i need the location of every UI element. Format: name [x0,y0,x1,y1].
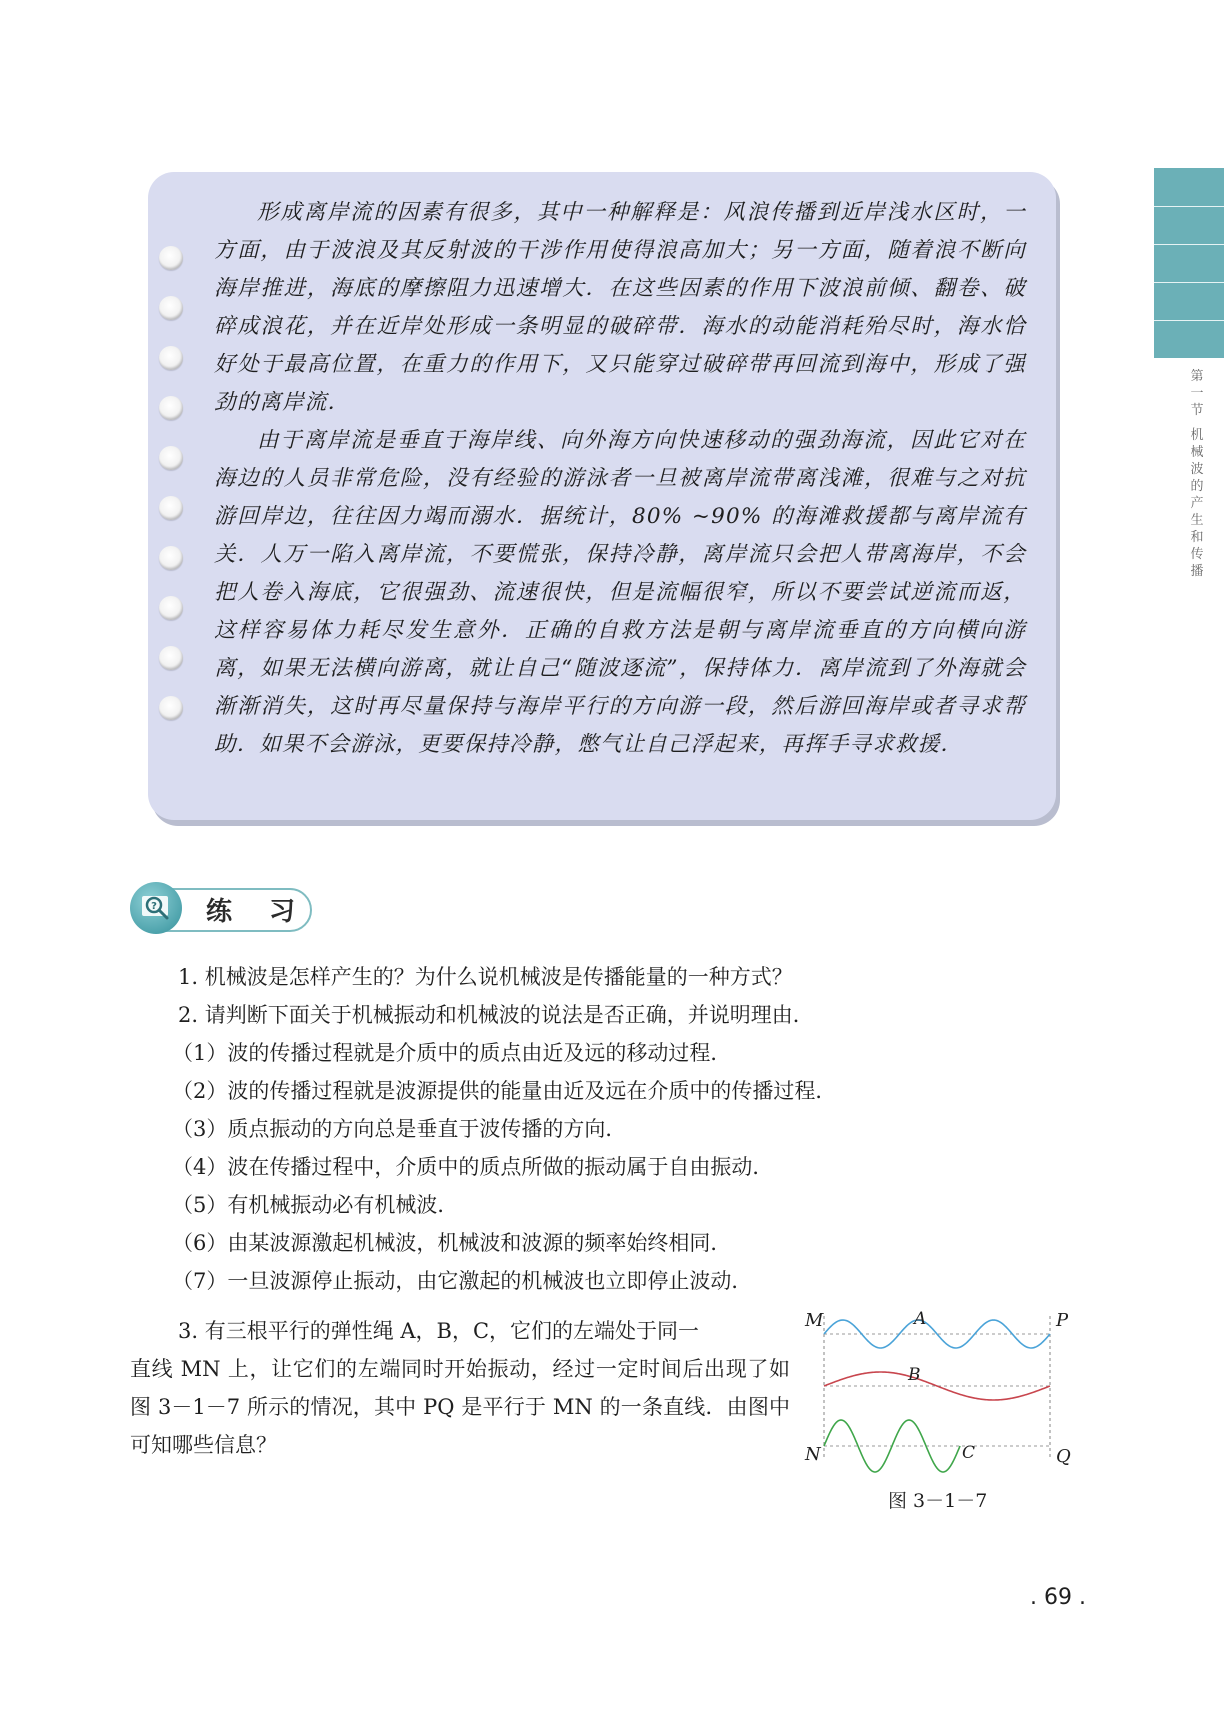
question-3 [130,1312,790,1464]
binder-ring-icon [159,546,183,570]
binder-ring-icon [159,246,183,270]
question-2-item: （4）波在传播过程中，介质中的质点所做的振动属于自由振动． [172,1155,774,1179]
binder-ring-icon [159,646,183,670]
page-number: . 69 . [1030,1585,1086,1610]
question-2-item: （5）有机械振动必有机械波． [172,1193,459,1217]
reading-text [214,194,1026,764]
exercise-title: 练 习 [206,897,310,927]
question-2-item: （1）波的传播过程就是介质中的质点由近及远的移动过程． [172,1041,732,1065]
svg-text:?: ? [151,901,157,912]
question-3-rest: 直线 MN 上，让它们的左端同时开始振动，经过一定时间后出现了如图 3－1－7 所示的情况，其中 PQ 是平行于 MN 的一条直线．由图中可知哪些信息？ [130,1357,790,1457]
label-p: P [1056,1310,1069,1331]
reading-paragraph-1: 形成离岸流的因素有很多，其中一种解释是：风浪传播到近岸浅水区时，一方面，由于波浪及其反射波的干涉作用使得浪高加大；另一方面，随着浪不断向海岸推进，海底的摩擦阻力迅速增大．在这些因素的作用下波浪前倾、翻卷、破碎成浪花，并在近岸处形成一条明显的破碎带．海水的动能消耗殆尽时，海水恰好处于最高位置，在重力的作用下，又只能穿过破碎带再回流到海中，形成了强劲的离岸流． [214,200,1026,415]
label-a: A [914,1309,927,1329]
label-m: M [805,1310,824,1331]
label-b: B [908,1365,921,1385]
question-2: 2. 请判断下面关于机械振动和机械波的说法是否正确，并说明理由． [178,1003,814,1027]
binder-ring-icon [159,496,183,520]
binder-ring-icon [159,696,183,720]
side-tab-text [1186,368,1208,580]
side-tab-title: 机械波的产生和传播 [1190,428,1204,579]
exercise-list [130,958,890,1300]
label-c: C [962,1443,976,1463]
wave-figure [800,1300,1080,1480]
chapter-side-tab [1154,168,1224,358]
question-2-item: （7）一旦波源停止振动，由它激起的机械波也立即停止波动． [172,1269,753,1293]
label-n: N [805,1444,821,1465]
question-2-item: （3）质点振动的方向总是垂直于波传播的方向． [172,1117,627,1141]
binder-ring-icon [159,346,183,370]
reading-box [148,172,1056,820]
question-2-item: （2）波的传播过程就是波源提供的能量由近及远在介质中的传播过程． [172,1079,837,1103]
question-1: 1. 机械波是怎样产生的？为什么说机械波是传播能量的一种方式？ [178,965,793,989]
figure-caption: 图 3－1－7 [888,1490,988,1512]
reading-paragraph-2: 由于离岸流是垂直于海岸线、向外海方向快速移动的强劲海流，因此它对在海边的人员非常危险，没有经验的游泳者一旦被离岸流带离浅滩，很难与之对抗游回岸边，往往因力竭而溺水．据统计，80% ~90% 的海滩救援都与离岸流有关．人万一陷入离岸流，不要慌张，保持冷静，离岸流只会把人带离海岸，不会把人卷入海底，它很强劲、流速很快，但是流幅很窄，所以不要尝试逆流而返，这样容易体力耗尽发生意外．正确的自救方法是朝与离岸流垂直的方向横向游离，如果无法横向游离，就让自己“随波逐流”，保持体力．离岸流到了外海就会渐渐消失，这时再尽量保持与海岸平行的方向游一段，然后游回海岸或者寻求帮助．如果不会游泳，更要保持冷静，憋气让自己浮起来，再挥手寻求救援． [214,428,1026,757]
label-q: Q [1056,1446,1071,1467]
wave-figure-svg [800,1300,1080,1480]
side-tab-section: 第一节 [1190,369,1204,418]
question-3-first-line: 3. 有三根平行的弹性绳 A，B，C，它们的左端处于同一 [178,1319,700,1343]
question-2-item: （6）由某波源激起机械波，机械波和波源的频率始终相同． [172,1231,732,1255]
binder-ring-icon [159,446,183,470]
exercise-header [130,882,310,934]
binder-ring-icon [159,596,183,620]
binder-ring-icon [159,396,183,420]
binder-ring-icon [159,296,183,320]
magnifier-question-icon [130,882,182,934]
